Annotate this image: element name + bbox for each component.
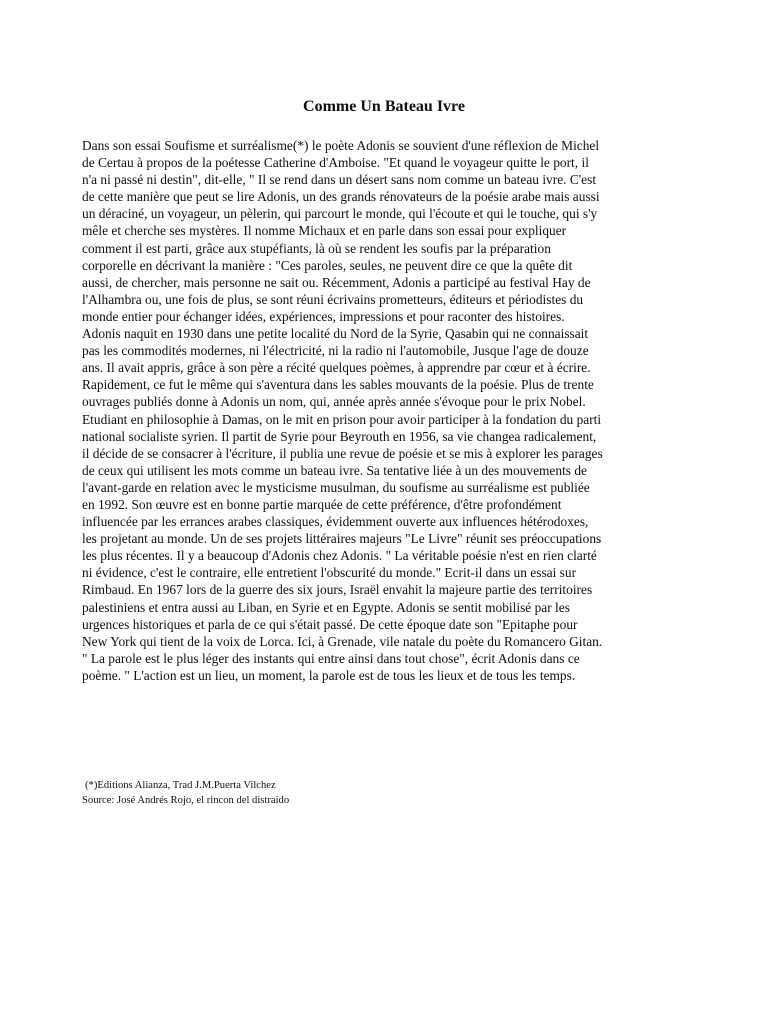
body-line: Dans son essai Soufisme et surréalisme(*) le poète Adonis se souvient d'une réflexion de Michel [82,138,600,153]
document-title: Comme Un Bateau Ivre [303,98,465,115]
source-credit: Source: José Andrés Rojo, el rincon del distraido [82,795,290,806]
body-line: Etudiant en philosophie à Damas, on le mit en prison pour avoir participer à la fondation du parti [82,411,602,427]
body-line: ni évidence, c'est le contraire, elle entretient l'obscurité du monde." Ecrit-il dans un essai sur [82,565,577,581]
body-line: n'a ni passé ni destin", dit-elle, " Il se rend dans un désert sans nom comme un bateau ivre. C'est [82,172,597,188]
footnotes [82,778,682,808]
body-line: poème. " L'action est un lieu, un moment, la parole est de tous les lieux et de tous les temps. [82,667,576,683]
body-line: les plus récentes. Il y a beaucoup d'Adonis chez Adonis. " La véritable poésie n'est en rien clarté [82,548,597,564]
body-line: aussi, de chercher, mais personne ne sait ou. Récemment, Adonis a participé au festival Hay de [82,274,591,290]
body-line: monde entier pour échanger idées, expériences, impressions et pour raconter des histoires. [82,308,565,324]
body-line: urgences historiques et parla de ce qui s'était passé. De cette époque date son "Epitaphe pour [82,616,578,632]
body-line: influencée par les errances arabes classiques, évidemment ouverte aux influences hétérodoxes, [82,514,589,530]
body-line: l'avant-garde en relation avec le mysticisme musulman, du soufisme au surréalisme est publiée [82,479,590,495]
body-line: ans. Il avait appris, grâce à son père a récité quelques poèmes, à apprendre par cœur et à écrire. [82,360,591,376]
body-line: comment il est parti, grâce aux stupéfiants, là où se rendent les soufis par la préparation [82,240,551,256]
body-line: palestiniens et entra aussi au Liban, en Syrie et en Egypte. Adonis se sentit mobilisé par les [82,599,570,615]
body-line: Adonis naquit en 1930 dans une petite localité du Nord de la Syrie, Qasabin qui ne connaissait [82,326,589,342]
body-line: ouvrages publiés donne à Adonis un nom, qui, année après année s'évoque pour le prix Nobel. [82,394,586,410]
body-line: l'Alhambra ou, une fois de plus, se sont réuni écrivains prometteurs, éditeurs et périodistes du [82,291,584,307]
body-line: de cette manière que peut se lire Adonis, un des grands rénovateurs de la poésie arabe mais aussi [82,189,600,205]
body-line: il décide de se consacrer à l'écriture, il publia une revue de poésie et se mis à explorer les parages [82,445,603,461]
body-line: un déraciné, un voyageur, un pèlerin, qui parcourt le monde, qui l'écoute et qui le touche, qui s'y [82,206,598,222]
body-line: " La parole est le plus léger des instants qui entre ainsi dans tout chose", écrit Adonis dans ce [82,650,580,666]
body-line: Rimbaud. En 1967 lors de la guerre des six jours, Israël envahit la majeure partie des territoires [82,582,593,598]
body-line: mêle et cherche ses mystères. Il nomme Michaux et en parle dans son essai pour expliquer [82,223,567,239]
body-line: pas les commodités modernes, ni l'électricité, ni la radio ni l'automobile, Jusque l'age de douze [82,343,589,359]
body-line: de ceux qui utilisent les mots comme un bateau ivre. Sa tentative liée à un des mouvements de [82,462,587,478]
body-line: en 1992. Son œuvre est en bonne partie marquée de cette préférence, d'être profondément [82,496,562,512]
article-body [82,137,694,684]
footnote-reference: (*)Editions Alianza, Trad J.M.Puerta Vilchez [85,780,276,791]
body-line: New York qui tient de la voix de Lorca. Ici, à Grenade, vile natale du poète du Romancero Gitan. [82,633,603,649]
body-line: corporelle en décrivant la manière : "Ces paroles, seules, ne peuvent dire ce que la quête dit [82,257,573,273]
body-line: les projetant au monde. Un de ses projets littéraires majeurs "Le Livre" réunit ses préoccupations [82,531,602,547]
body-line: Rapidement, ce fut le même qui s'aventura dans les sables mouvants de la poésie. Plus de trente [82,377,594,393]
body-line: national socialiste syrien. Il partit de Syrie pour Beyrouth en 1956, sa vie changea radicalement, [82,428,597,444]
body-line: de Certau à propos de la poétesse Catherine d'Amboise. "Et quand le voyageur quitte le port, il [82,155,589,171]
